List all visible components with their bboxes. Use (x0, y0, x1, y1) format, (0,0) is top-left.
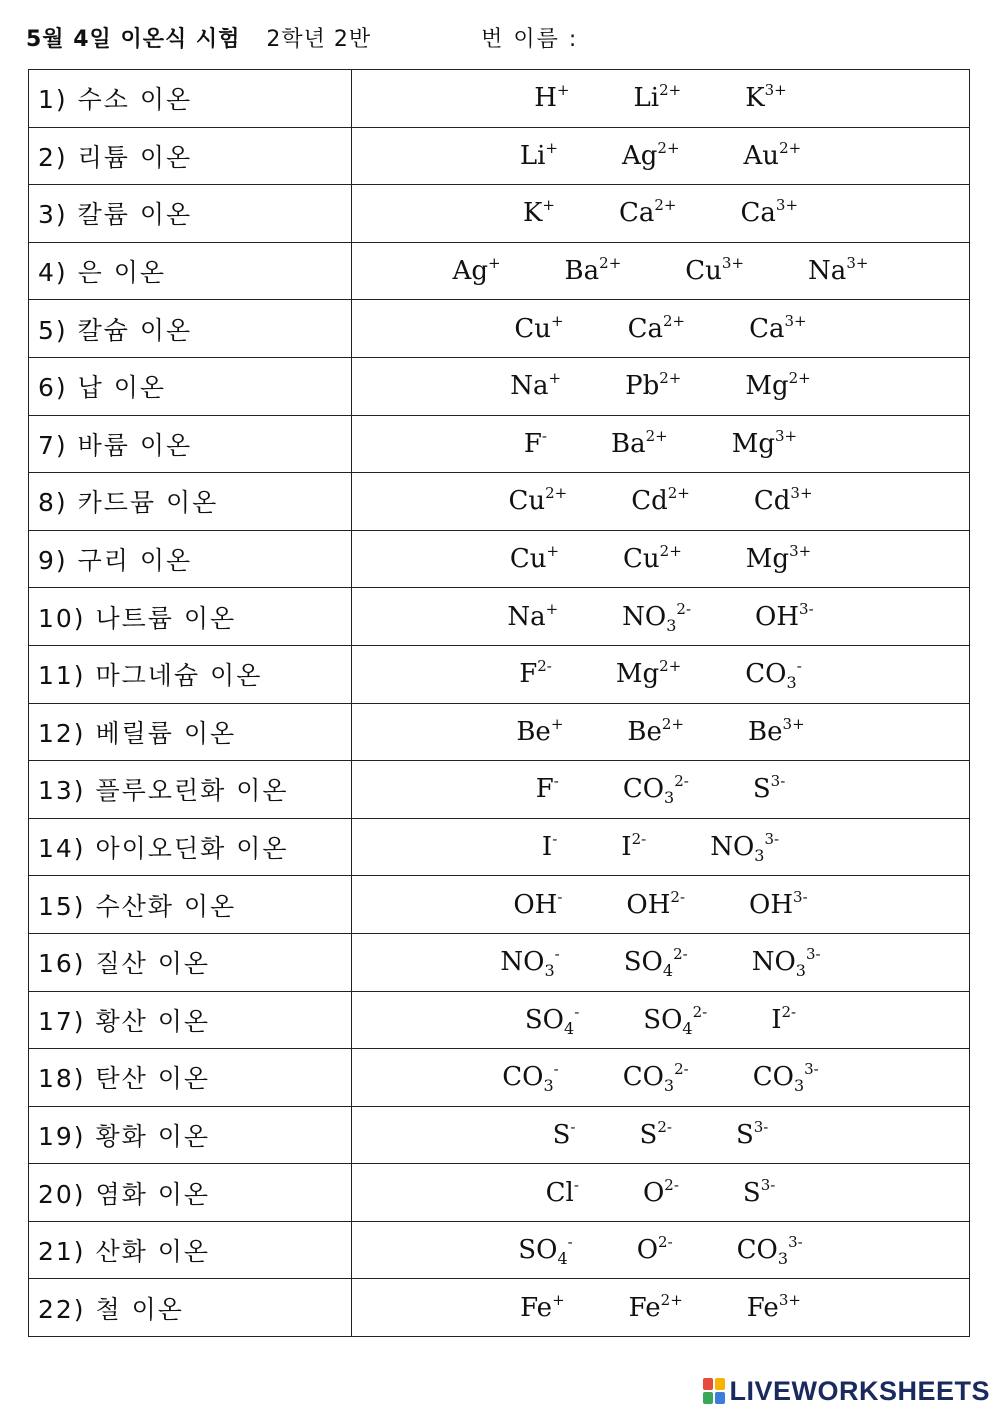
ion-option[interactable] (523, 426, 547, 459)
answer-choices (352, 1221, 970, 1279)
question-label: 17) 황산 이온 (29, 991, 352, 1049)
ion-charge: 2+ (657, 138, 680, 157)
ion-charge: 2+ (645, 426, 668, 445)
ion-symbol: H (534, 83, 557, 114)
answer-choices (352, 357, 970, 415)
ion-symbol: Ba (564, 256, 600, 287)
ion-charge: - (554, 945, 560, 964)
ion-symbol: Cl (545, 1177, 574, 1208)
ion-symbol: Ca (627, 313, 663, 344)
ion-charge: 2- (676, 599, 692, 618)
ion-charge: 3- (793, 887, 808, 906)
ion-symbol: NO (622, 601, 667, 632)
ion-option[interactable] (736, 1233, 803, 1269)
ion-subscript: 4 (564, 1018, 575, 1038)
ion-option[interactable] (514, 311, 564, 344)
ion-charge: 2+ (654, 196, 677, 215)
ion-symbol: CO (622, 774, 665, 805)
ion-charge: + (546, 542, 560, 561)
quiz-row (29, 415, 970, 473)
ion-charge: 3- (760, 1175, 776, 1194)
ion-symbol: OH (755, 601, 800, 632)
question-label: 14) 아이오딘화 이온 (29, 818, 352, 876)
ion-option[interactable] (745, 371, 810, 401)
ion-option[interactable] (510, 544, 559, 574)
ion-charge: 2- (657, 1117, 672, 1136)
ion-symbol: NO (710, 832, 755, 863)
ion-symbol: Na (507, 601, 546, 632)
ion-option[interactable] (519, 659, 552, 689)
ion-option[interactable] (516, 714, 564, 747)
ion-symbol: NO (751, 947, 796, 978)
ion-symbol: Mg (745, 544, 790, 575)
ion-symbol: Mg (615, 659, 660, 690)
ion-option[interactable] (534, 83, 569, 113)
question-label: 12) 베릴륨 이온 (29, 703, 352, 761)
ion-charge: 3+ (775, 196, 799, 215)
ion-charge: 3+ (846, 254, 869, 273)
quiz-row (29, 1279, 970, 1337)
ion-charge: - (553, 1060, 559, 1079)
question-label: 5) 칼슘 이온 (29, 300, 352, 358)
ion-symbol: Mg (745, 371, 789, 402)
ion-option[interactable] (565, 256, 622, 286)
ion-symbol: Li (633, 83, 660, 114)
quiz-row (29, 357, 970, 415)
quiz-row (29, 530, 970, 588)
ion-symbol: F (523, 428, 542, 459)
ion-option[interactable] (626, 887, 686, 920)
ion-charge: 3+ (764, 81, 787, 100)
ion-option[interactable] (749, 311, 807, 344)
quiz-row (29, 876, 970, 934)
question-label: 21) 산화 이온 (29, 1221, 352, 1279)
ion-symbol: OH (626, 889, 671, 920)
answer-choices (352, 127, 970, 185)
ion-charge: 2+ (779, 138, 802, 157)
name-field-label: 번 이름 : (481, 26, 579, 52)
ion-subscript: 3 (786, 673, 797, 693)
ion-symbol: Cu (508, 486, 546, 517)
ion-symbol: I (771, 1004, 782, 1035)
ion-option[interactable] (746, 544, 811, 574)
question-label: 9) 구리 이온 (29, 530, 352, 588)
ion-option[interactable] (751, 945, 821, 981)
ion-option[interactable] (642, 1175, 679, 1208)
answer-choices (352, 1164, 970, 1222)
ion-charge: - (553, 772, 559, 791)
ion-symbol: Ag (452, 256, 488, 287)
answer-choices (352, 876, 970, 934)
ion-charge: 2+ (659, 369, 682, 388)
quiz-row (29, 991, 970, 1049)
ion-charge: - (574, 1002, 580, 1021)
answer-choices (352, 70, 970, 128)
quiz-row (29, 1049, 970, 1107)
page-title: 5월 4일 이온식 시험 (26, 26, 241, 52)
ion-option[interactable] (453, 256, 501, 286)
ion-symbol: Cd (631, 486, 668, 517)
ion-charge: 3- (805, 945, 821, 964)
ion-charge: + (548, 369, 562, 388)
question-label: 11) 마그네슘 이온 (29, 645, 352, 703)
ion-option[interactable] (637, 1235, 673, 1265)
ion-charge: 2+ (599, 254, 622, 273)
ion-option[interactable] (507, 599, 559, 632)
ion-charge: 3+ (778, 1290, 801, 1309)
answer-choices (352, 588, 970, 646)
ion-option[interactable] (622, 1060, 689, 1096)
quiz-row (29, 1164, 970, 1222)
ion-charge: 2+ (667, 484, 690, 503)
ion-symbol: Ca (740, 198, 776, 229)
ion-option[interactable] (741, 198, 799, 228)
ion-option[interactable] (808, 256, 868, 286)
ion-charge: - (552, 830, 558, 849)
ion-charge: 3+ (721, 254, 745, 273)
ion-symbol: NO (500, 947, 545, 978)
ion-symbol: CO (752, 1062, 794, 1093)
ion-option[interactable] (552, 1117, 576, 1150)
ion-option[interactable] (622, 599, 692, 635)
answer-choices (352, 1279, 970, 1337)
ion-charge: - (557, 887, 563, 906)
ion-subscript: 3 (666, 615, 677, 635)
ion-subscript: 3 (663, 1076, 675, 1096)
ion-option[interactable] (643, 1002, 708, 1038)
ion-symbol: Li (519, 140, 546, 171)
ion-symbol: Fe (746, 1292, 779, 1323)
ion-option[interactable] (745, 83, 787, 113)
answer-choices (352, 1049, 970, 1107)
ion-charge: 2+ (660, 1290, 683, 1309)
ion-charge: 2+ (662, 311, 686, 330)
ion-symbol: Pb (625, 371, 660, 402)
answer-choices (352, 1106, 970, 1164)
ion-option[interactable] (536, 774, 559, 804)
ion-option[interactable] (622, 772, 689, 808)
answer-choices (352, 933, 970, 991)
ion-charge: 3+ (784, 311, 807, 330)
ion-charge: + (542, 196, 555, 215)
ion-charge: 3- (764, 830, 780, 849)
quiz-row (29, 933, 970, 991)
quiz-row (29, 70, 970, 128)
ion-charge: + (556, 81, 570, 100)
ion-subscript: 3 (664, 788, 675, 808)
ion-option[interactable] (623, 544, 682, 574)
ion-symbol: OH (513, 889, 558, 920)
quiz-row (29, 185, 970, 243)
ion-charge: 2- (658, 1233, 673, 1252)
ion-option[interactable] (748, 714, 805, 747)
answer-choices (352, 761, 970, 819)
ion-charge: - (573, 1175, 579, 1194)
question-label: 4) 은 이온 (29, 242, 352, 300)
ion-charge: 3- (770, 772, 786, 791)
ion-charge: + (545, 599, 559, 618)
ion-charge: - (567, 1233, 573, 1252)
ion-charge: 3+ (789, 542, 812, 561)
ion-symbol: CO (736, 1235, 778, 1266)
ion-option[interactable] (523, 198, 555, 228)
ion-option[interactable] (508, 486, 567, 516)
ion-option[interactable] (749, 887, 808, 920)
quiz-row (29, 761, 970, 819)
ion-subscript: 4 (662, 961, 674, 981)
brand-text: LIVEWORKSHEETS (729, 1375, 990, 1406)
quiz-row (29, 127, 970, 185)
quiz-row (29, 242, 970, 300)
ion-charge: 2+ (659, 81, 682, 100)
ion-symbol: Ca (749, 313, 785, 344)
question-label: 8) 카드뮴 이온 (29, 473, 352, 531)
question-label: 20) 염화 이온 (29, 1164, 352, 1222)
ion-charge: 3- (804, 1060, 819, 1079)
liveworksheets-logo (703, 1375, 990, 1407)
answer-choices (352, 473, 970, 531)
ion-charge: 2- (670, 887, 686, 906)
ion-option[interactable] (621, 138, 680, 171)
ion-symbol: Cu (685, 256, 722, 287)
ion-symbol: Au (743, 140, 780, 171)
ion-charge: 2- (664, 1175, 679, 1194)
ion-symbol: Fe (628, 1292, 661, 1323)
ion-option[interactable] (510, 371, 561, 401)
answer-choices (352, 530, 970, 588)
ion-charge: + (552, 1290, 565, 1309)
quiz-row (29, 1106, 970, 1164)
ion-option[interactable] (519, 138, 558, 171)
ion-symbol: Cu (509, 544, 547, 575)
quiz-row (29, 645, 970, 703)
question-label: 22) 철 이온 (29, 1279, 352, 1337)
ion-charge: 2+ (659, 542, 682, 561)
ion-charge: 3+ (775, 426, 798, 445)
ion-charge: 2- (537, 657, 552, 676)
ion-charge: - (570, 1117, 576, 1136)
answer-choices (352, 242, 970, 300)
ion-charge: - (541, 426, 547, 445)
ion-option[interactable] (627, 311, 686, 344)
ion-option[interactable] (524, 1002, 580, 1038)
answer-choices (352, 185, 970, 243)
ion-symbol: Ag (621, 140, 658, 171)
ion-symbol: SO (524, 1004, 564, 1035)
ion-subscript: 3 (543, 1076, 554, 1096)
ion-charge: 2+ (788, 369, 811, 388)
ion-option[interactable] (545, 1175, 579, 1208)
ion-symbol: K (745, 83, 765, 114)
question-label: 2) 리튬 이온 (29, 127, 352, 185)
quiz-row (29, 300, 970, 358)
answer-choices (352, 991, 970, 1049)
class-info: 2학년 2반 (266, 26, 372, 52)
ion-option[interactable] (710, 830, 780, 866)
ion-symbol: SO (643, 1004, 683, 1035)
ion-symbol: SO (518, 1235, 558, 1266)
question-label: 6) 납 이온 (29, 357, 352, 415)
ion-charge: 2- (781, 1002, 797, 1021)
answer-choices (352, 415, 970, 473)
ion-symbol: Be (516, 716, 551, 747)
ion-charge: - (796, 657, 802, 676)
ion-symbol: Ba (611, 428, 646, 459)
ion-option[interactable] (731, 426, 798, 459)
quiz-row (29, 1221, 970, 1279)
answer-choices (352, 645, 970, 703)
ion-option[interactable] (500, 945, 560, 981)
ion-symbol: Ca (618, 198, 655, 229)
ion-symbol: CO (745, 659, 787, 690)
ion-charge: 3+ (790, 484, 813, 503)
ion-option[interactable] (771, 1002, 797, 1035)
ion-symbol: Fe (520, 1292, 553, 1323)
ion-option[interactable] (745, 657, 802, 693)
ion-symbol: Na (808, 256, 847, 287)
ion-option[interactable] (502, 1060, 559, 1096)
ion-symbol: CO (502, 1062, 544, 1093)
ion-subscript: 3 (754, 846, 765, 866)
ion-symbol: CO (622, 1062, 664, 1093)
ion-subscript: 3 (795, 961, 806, 981)
ion-subscript: 4 (682, 1018, 693, 1038)
quiz-row (29, 588, 970, 646)
ion-option[interactable] (631, 486, 690, 516)
ion-charge: 2- (674, 772, 689, 791)
ion-symbol: Cd (753, 486, 791, 517)
ion-subscript: 3 (544, 961, 555, 981)
ion-subscript: 4 (557, 1249, 568, 1269)
question-label: 19) 황화 이온 (29, 1106, 352, 1164)
ion-option[interactable] (623, 945, 688, 981)
ion-charge: + (545, 138, 558, 157)
ion-option[interactable] (542, 832, 557, 862)
ion-symbol: Be (748, 716, 783, 747)
ion-symbol: F (535, 774, 554, 805)
question-label: 1) 수소 이온 (29, 70, 352, 128)
ion-charge: 2+ (659, 657, 682, 676)
ion-symbol: Na (510, 371, 549, 402)
question-label: 7) 바륨 이온 (29, 415, 352, 473)
ion-charge: 3+ (782, 714, 805, 733)
ion-option[interactable] (518, 1233, 573, 1269)
ion-symbol: SO (623, 947, 663, 978)
ion-symbol: Be (627, 716, 662, 747)
ion-option[interactable] (616, 659, 681, 689)
ion-option[interactable] (742, 1175, 776, 1208)
ion-symbol: K (522, 198, 543, 229)
ion-option[interactable] (625, 371, 681, 401)
ion-option[interactable] (755, 599, 814, 632)
ion-option[interactable] (752, 1060, 819, 1096)
ion-option[interactable] (753, 774, 785, 804)
answer-choices (352, 703, 970, 761)
ion-option[interactable] (743, 138, 802, 171)
quiz-row (29, 473, 970, 531)
ion-charge: 2- (631, 830, 647, 849)
ion-charge: 3- (799, 599, 814, 618)
ion-symbol: S (552, 1119, 571, 1150)
ion-charge: + (487, 254, 501, 273)
ion-charge: 2+ (661, 714, 685, 733)
ion-subscript: 3 (777, 1249, 789, 1269)
ion-option[interactable] (520, 1290, 565, 1323)
ion-option[interactable] (627, 714, 685, 747)
ion-quiz-table (28, 69, 970, 1337)
question-label: 10) 나트륨 이온 (29, 588, 352, 646)
ion-symbol: S (735, 1119, 754, 1150)
ion-option[interactable] (619, 198, 677, 228)
question-label: 13) 플루오린화 이온 (29, 761, 352, 819)
ion-symbol: F (519, 659, 538, 690)
quiz-row (29, 703, 970, 761)
ion-symbol: S (752, 774, 771, 805)
question-label: 15) 수산화 이온 (29, 876, 352, 934)
ion-charge: 2+ (545, 484, 568, 503)
ion-symbol: O (642, 1177, 665, 1208)
ion-symbol: S (742, 1177, 761, 1208)
question-label: 3) 칼륨 이온 (29, 185, 352, 243)
ion-option[interactable] (513, 887, 563, 920)
answer-choices (352, 300, 970, 358)
ion-option[interactable] (633, 83, 681, 113)
ion-subscript: 3 (793, 1076, 805, 1096)
question-label: 18) 탄산 이온 (29, 1049, 352, 1107)
answer-choices (352, 818, 970, 876)
brand-icon (703, 1378, 725, 1404)
ion-option[interactable] (746, 1290, 801, 1323)
ion-option[interactable] (628, 1290, 683, 1323)
question-label: 16) 질산 이온 (29, 933, 352, 991)
ion-charge: 2- (673, 945, 688, 964)
ion-option[interactable] (754, 486, 813, 516)
ion-symbol: O (636, 1235, 659, 1266)
ion-option[interactable] (685, 256, 744, 286)
ion-symbol: I (541, 832, 553, 863)
ion-symbol: OH (749, 889, 794, 920)
ion-charge: + (551, 311, 564, 330)
ion-option[interactable] (735, 1117, 769, 1150)
ion-symbol: Cu (623, 544, 660, 575)
ion-charge: 3- (753, 1117, 769, 1136)
ion-option[interactable] (639, 1117, 672, 1150)
ion-symbol: S (639, 1119, 658, 1150)
ion-charge: + (550, 714, 564, 733)
ion-charge: 3- (788, 1233, 803, 1252)
ion-symbol: Cu (514, 313, 551, 344)
ion-charge: 2- (692, 1002, 708, 1021)
ion-option[interactable] (611, 426, 668, 459)
worksheet-header (26, 20, 578, 54)
ion-charge: 2- (674, 1060, 689, 1079)
ion-option[interactable] (621, 832, 646, 862)
ion-symbol: Mg (731, 428, 775, 459)
quiz-row (29, 818, 970, 876)
ion-symbol: I (621, 832, 632, 863)
